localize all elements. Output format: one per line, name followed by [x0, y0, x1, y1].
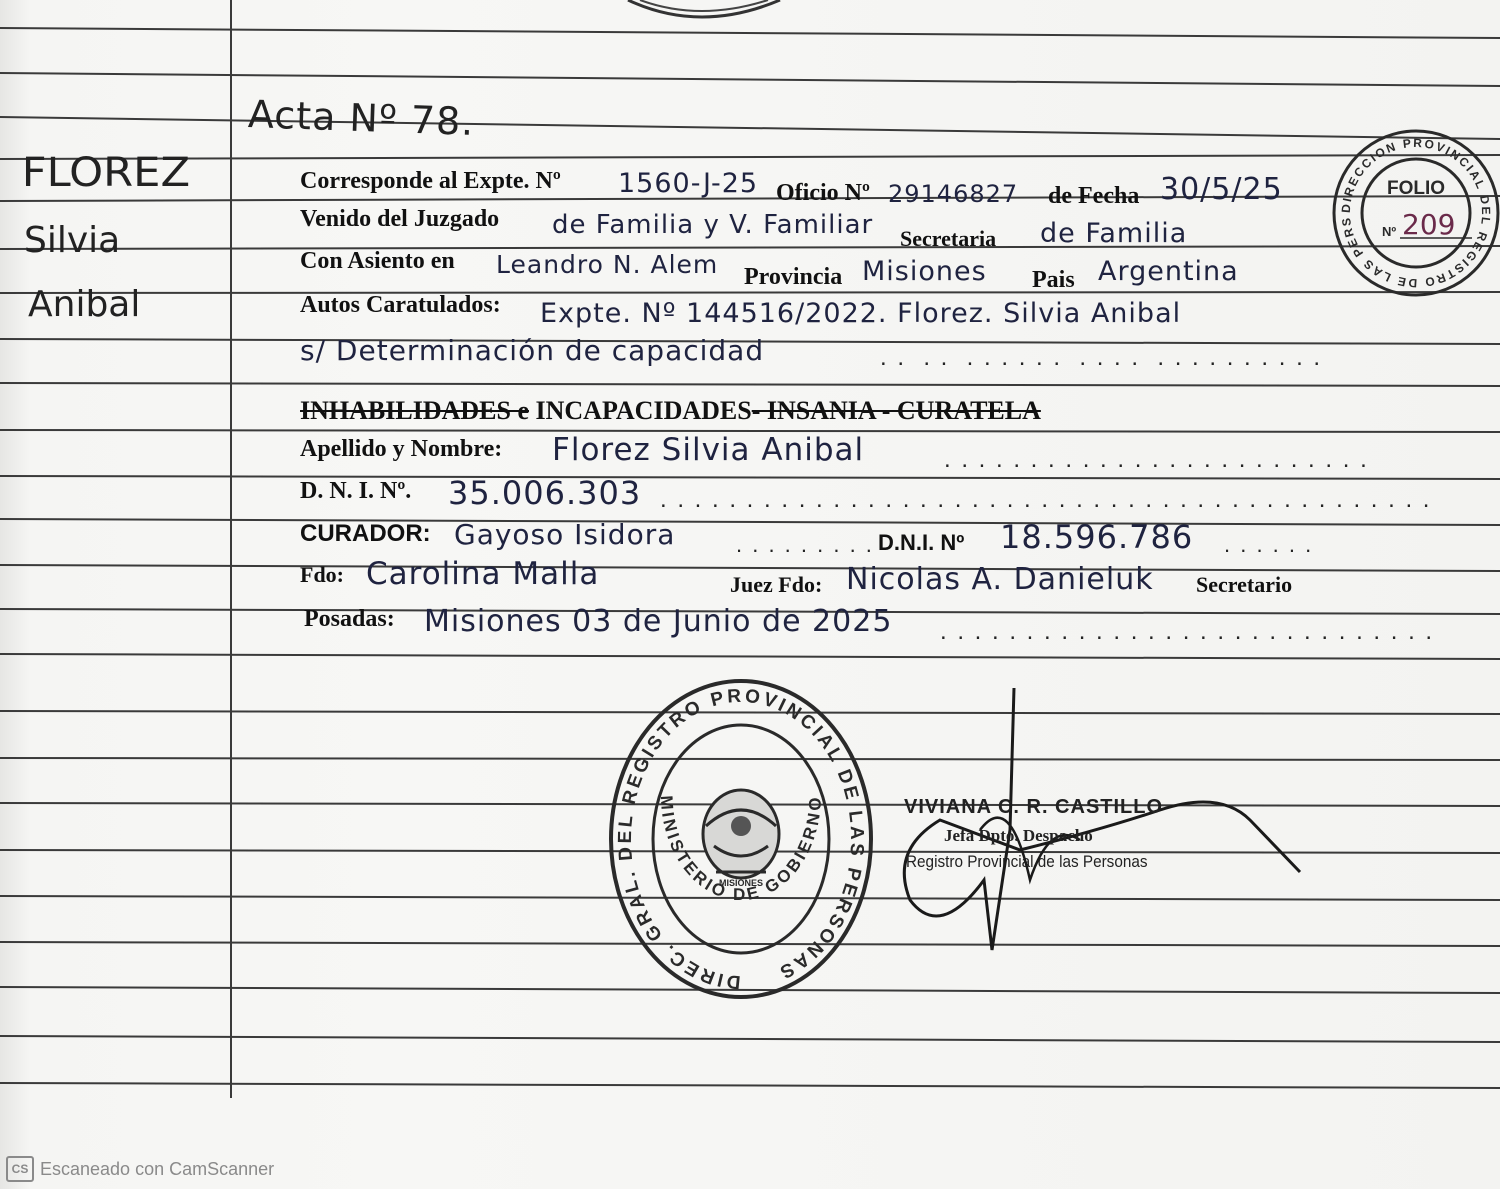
apellido-value: Florez Silvia Anibal — [552, 432, 865, 468]
provincia-label: Provincia — [744, 264, 843, 290]
dotted-filler: . . . . . . . . . . . . . . . . . . . . . . . . . — [944, 446, 1369, 473]
margin-first-name: Silvia — [24, 220, 121, 261]
fdo-label: Fdo: — [300, 562, 344, 587]
asiento-value: Leandro N. Alem — [496, 250, 719, 279]
pais-value: Argentina — [1098, 256, 1239, 287]
folio-number-label: Nº — [1382, 224, 1397, 239]
emblem-text: MISIONES — [718, 878, 764, 888]
asiento-label: Con Asiento en — [300, 248, 455, 274]
camscanner-logo-icon: CS — [6, 1156, 34, 1182]
provincia-value: Misiones — [862, 256, 987, 287]
signatory-name: VIVIANA C. R. CASTILLO — [904, 796, 1164, 818]
signatory-role: Jefa Dpto. Despacho — [944, 826, 1093, 845]
oficio-value: 29146827 — [888, 180, 1019, 208]
curador-dni-label: D.N.I. Nº — [878, 530, 965, 555]
autos-value-line2: s/ Determinación de capacidad — [300, 334, 765, 367]
dni-label: D. N. I. Nº. — [300, 478, 412, 504]
dotted-filler: . . . . . . . . . . . . . . . . . . . . . . . . . . . . . . . . . . . . . . . . . . . . . — [660, 486, 1432, 513]
secretario-label: Secretario — [1196, 572, 1293, 597]
posadas-value: Misiones 03 de Junio de 2025 — [424, 604, 893, 639]
secretaria-label: Secretaria — [900, 226, 997, 251]
dotted-filler: . . . . . . . . . . . . . . . . . . . . . . . . — [880, 344, 1323, 371]
venido-value: de Familia y V. Familiar — [552, 210, 874, 240]
camscanner-watermark — [6, 1156, 274, 1182]
folio-stamp — [1330, 128, 1500, 298]
dotted-filler: . . . . . . — [1224, 532, 1314, 557]
folio-label: FOLIO — [1386, 178, 1446, 199]
handwritten-signature — [880, 680, 1320, 970]
expte-value: 1560-J-25 — [618, 168, 759, 199]
seal-inner-text: MINISTERIO DE GOBIERNO — [656, 794, 826, 905]
fecha-value: 30/5/25 — [1160, 172, 1283, 207]
heading-struck-2: - INSANIA - CURATELA — [751, 396, 1041, 425]
dotted-filler: . . . . . . . . . . . . . . . . . . . . . . . . . . . . . — [940, 618, 1435, 645]
camscanner-text: Escaneado con CamScanner — [40, 1158, 275, 1179]
fecha-label: de Fecha — [1048, 183, 1140, 209]
heading-struck-1: INHABILIDADES e — [300, 396, 529, 425]
acta-number: Acta Nº 78. — [247, 92, 476, 144]
signatory-office: Registro Provincial de las Personas — [906, 852, 1148, 871]
heading-main: INCAPACIDADES — [535, 396, 752, 425]
margin-second-name: Anibal — [28, 284, 141, 325]
juez-label: Juez Fdo: — [730, 572, 823, 597]
dotted-filler: . . . . . . . . . — [736, 532, 874, 557]
secretaria-value: de Familia — [1040, 218, 1188, 249]
folio-number: 209 — [1402, 208, 1456, 241]
juez-value: Nicolas A. Danieluk — [846, 562, 1154, 597]
curador-dni-value: 18.596.786 — [1000, 518, 1194, 556]
margin-surname: FLOREZ — [21, 150, 191, 196]
autos-label: Autos Caratulados: — [300, 292, 501, 318]
apellido-label: Apellido y Nombre: — [300, 436, 503, 462]
expte-label: Corresponde al Expte. Nº — [300, 168, 561, 194]
heading — [300, 396, 1041, 426]
curador-value: Gayoso Isidora — [454, 518, 676, 551]
province-emblem-icon — [703, 790, 779, 878]
dni-value: 35.006.303 — [448, 474, 642, 512]
fdo-value: Carolina Malla — [366, 556, 600, 592]
folio-stamp-outer-text: DIRECCION PROVINCIAL DEL REGISTRO DE LAS PERS — [1338, 135, 1494, 291]
venido-label: Venido del Juzgado — [300, 206, 500, 232]
autos-value-line1: Expte. Nº 144516/2022. Florez. Silvia Anibal — [540, 298, 1182, 329]
oficio-label: Oficio Nº — [776, 180, 870, 206]
pais-label: Pais — [1032, 267, 1075, 293]
seal-outer-text: DIREC. GRAL. DEL REGISTRO PROVINCIAL DE LAS PERSONAS — [614, 685, 868, 993]
posadas-label: Posadas: — [304, 606, 395, 632]
official-seal — [606, 676, 876, 1002]
curador-label: CURADOR: — [300, 520, 431, 547]
